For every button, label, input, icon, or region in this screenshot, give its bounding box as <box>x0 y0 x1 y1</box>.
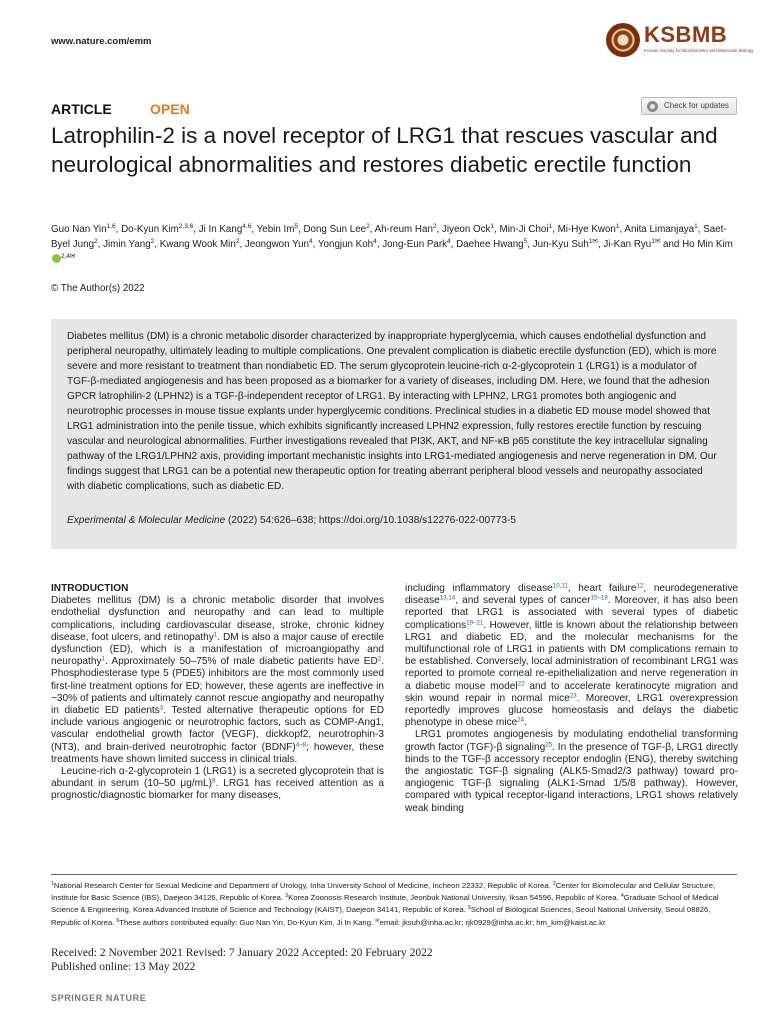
ksbmb-logo-subtitle: Korean Society for Biochemistry and Molecular Biology <box>644 48 754 53</box>
text-run: . In the presence of TGF-β, LRG1 directly binds to the TGF-β accessory receptor endoglin (ENG), thereby switching the angiostatic TGF-β signaling (ALK5-Smad2/3 pathway) toward pro-angiogenic TGF-β signaling (ALK1-Smad 1/5/8 pathway). However, compared with typical receptor-ligand interactions, LRG1 shows relatively weak binding <box>405 741 738 814</box>
author-name[interactable] <box>624 224 697 235</box>
author-name[interactable] <box>103 239 154 250</box>
text-run: . Moreover, it has also been reported that LRG1 is associated with several types of diabetic complications <box>405 595 739 631</box>
author-affiliation-marker: 2 <box>235 238 240 245</box>
text-run: . However, little is known about the relationship between LRG1 and diabetic ED, and the molecular mechanisms for the multifunctional role of LRG1 in patients with DM complications remain to be established. Conversely, local administration of recombinant LRG1 was reported to promote corneal re-epithelialization and nerve regeneration in a diabetic mouse model <box>405 619 738 692</box>
reference-superscript[interactable]: 4–8 <box>295 741 307 749</box>
received-revised-accepted: Received: 2 November 2021 Revised: 7 January 2022 Accepted: 20 February 2022 <box>51 947 433 959</box>
text-run: LRG1 promotes angiogenesis by modulating endothelial transforming growth factor (TGF)-β signaling <box>405 729 738 753</box>
body-column-left <box>51 583 384 803</box>
abstract-box <box>51 319 737 549</box>
author-name-text: Daehee Hwang <box>456 239 524 250</box>
author-name[interactable] <box>257 224 298 235</box>
ksbmb-seal-icon <box>606 23 640 57</box>
author-affiliation-marker: 5 <box>294 223 298 230</box>
author-name-text: Ji-Kan Ryu <box>603 239 652 250</box>
article-title: Latrophilin-2 is a novel receptor of LRG1 that rescues vascular and neurological abnormalities and restores diabetic erectile function <box>51 123 718 177</box>
orcid-icon[interactable] <box>52 254 61 263</box>
body-paragraph <box>405 729 738 814</box>
reference-superscript[interactable]: 25 <box>545 741 553 749</box>
author-name[interactable] <box>382 239 450 250</box>
author-affiliation-marker: 1,6 <box>106 223 116 230</box>
body-paragraph <box>51 766 384 803</box>
author-name-text: Mi-Hye Kwon <box>557 224 616 235</box>
author-name-text: Dong Sun Lee <box>303 224 367 235</box>
text-run: . LRG1 has received attention as a prognostic/diagnostic biomarker for many diseases, <box>51 778 384 802</box>
author-name-text: Yongjun Koh <box>317 239 374 250</box>
author-name-text: Jun-Kyu Suh <box>532 239 589 250</box>
article-type-label: ARTICLE <box>51 101 112 117</box>
text-run: Korea Zoonosis Research Institute, Jeonbuk National University, Iksan 54596, Republic of Korea. <box>288 893 621 903</box>
text-run: , heart failure <box>567 583 637 594</box>
author-affiliation-marker: 2 <box>150 238 155 245</box>
text-run: School of Biological Sciences, Seoul National University, Seoul 08826, Republic of Korea. <box>51 905 711 927</box>
author-name-text: Saet-Byel Jung <box>51 224 727 250</box>
author-affiliation-marker: 1 <box>694 223 698 230</box>
text-run: Graduate School of Medical Science & Engineering, Korea Advanced Institute of Science and Technology (KAIST), Daejeon 34141, Republic of Korea. <box>51 893 719 915</box>
reference-superscript[interactable]: 2 <box>377 655 382 663</box>
text-run: Diabetes mellitus (DM) is a chronic metabolic disorder that involves endothelial dysfunction and neuropathy and can lead to multiple complications, including cardiovascular disease, stroke, chronic kidney disease, foot ulcers, and retinopathy <box>51 595 384 643</box>
reference-superscript[interactable]: 22 <box>517 680 525 688</box>
affiliation-footnotes <box>51 880 741 929</box>
author-name-text: Jeongwon Yun <box>244 239 309 250</box>
text-run: email: jksuh@inha.ac.kr; rjk0929@inha.ac.kr; hm_kim@kaist.ac.kr <box>379 917 606 927</box>
author-name[interactable] <box>245 239 313 250</box>
reference-superscript[interactable]: 10,11 <box>552 582 568 590</box>
abstract-text: Diabetes mellitus (DM) is a chronic metabolic disorder characterized by inappropriate hyperglycemia, which causes endothelial dysfunction and peripheral neuropathy, ultimately leading to multiple complications. One prevalent complication is diabetic erectile dysfunction (ED), which is more severe and more resistant to treatment than nondiabetic ED. The serum glycoprotein leucine-rich α-2-glycoprotein 1 (LRG1) is a modulator of TGF-β-mediated angiogenesis and has been proposed as a biomarker for a variety of diseases, including DM. Here, we found that the adhesion GPCR latrophilin-2 (LPHN2) is a TGF-β-independent receptor of LRG1. By interacting with LPHN2, LRG1 promotes both angiogenic and neurotrophic processes in mouse tissue explants under hyperglycemic conditions. Preclinical studies in a diabetic ED mouse model showed that LRG1 administration into the penile tissue, which exhibits significantly increased LPHN2 expression, fully restores erectile function by rescuing vascular and neurological abnormalities. Further investigations revealed that PI3K, AKT, and NF-κB p65 constitute the key intracellular signaling pathway of the LRG1/LPHN2 axis, providing important mechanistic insights into LRG1-mediated angiogenesis and nerve regeneration in DM. Our findings suggest that LRG1 can be a potential new therapeutic option for treating aberrant peripheral blood vessels and neuropathy associated with diabetic complications, such as diabetic ED. <box>67 331 717 493</box>
author-name-text: Ah-reum Han <box>374 224 433 235</box>
introduction-heading: INTRODUCTION <box>51 583 129 594</box>
author-affiliation-marker: 1 <box>548 223 553 230</box>
author-affiliation-marker: 4 <box>447 238 451 245</box>
check-updates-label: Check for updates <box>664 101 729 110</box>
reference-superscript[interactable]: 24 <box>517 716 525 724</box>
author-name-text: Kwang Wook Min <box>159 239 236 250</box>
author-name[interactable] <box>533 239 598 250</box>
reference-superscript[interactable]: 23 <box>569 692 577 700</box>
reference-superscript[interactable]: 3 <box>285 893 289 900</box>
footnote-divider <box>51 874 737 875</box>
reference-superscript[interactable]: 5 <box>467 905 471 912</box>
author-list: Guo Nan Yin$^{1,6}$, Do-Kyun Kim$^{2,3,6}$, Ji In Kang$^{4,6}$, Yebin Im$^5$, Dong Sun Lee$^2$, Ah-reum Han$^2$, Jiyeon Ock$^1$, Min-Ji Choi$^1$, Mi-Hye Kwon$^1$, Anita Limanjaya$^1$, Saet-Byel Jung$^2$, Jimin Yang$^2$, Kwang Wook Min$^2$, Jeongwon Yun$^4$, Yongjun Koh$^4$, Jong-Eun Park$^4$, Daehee Hwang$^5$, Jun-Kyu Suh$^{1✉}$, Ji-Kan Ryu$^{1✉}$ and Ho Min Kim$^{2,4✉}$ <box>51 222 741 267</box>
author-name-text: Do-Kyun Kim <box>121 224 179 235</box>
check-updates-icon <box>647 101 658 112</box>
body-paragraph <box>51 595 384 766</box>
open-access-label: OPEN <box>150 101 190 117</box>
text-run: These authors contributed equally: Guo Nan Yin, Do-Kyun Kim, Ji In Kang. <box>119 917 376 927</box>
author-affiliation-marker: 1 <box>615 223 620 230</box>
journal-url[interactable]: www.nature.com/emm <box>51 36 152 47</box>
text-run: Leucine-rich α-2-glycoprotein 1 (LRG1) is a secreted glycoprotein that is abundant in serum (10–50 μg/mL) <box>51 766 384 790</box>
body-column-right <box>405 583 738 815</box>
reference-superscript[interactable]: 13,14 <box>439 594 456 602</box>
citation-journal: Experimental & Molecular Medicine <box>67 515 226 526</box>
author-name[interactable] <box>558 224 620 235</box>
publication-dates <box>51 947 433 974</box>
text-run: , and several types of cancer <box>455 595 591 607</box>
author-affiliation-marker: 4 <box>309 238 313 245</box>
author-name-text: Jiyeon Ock <box>441 224 491 235</box>
author-name-text: Anita Limanjaya <box>624 224 695 235</box>
author-affiliation-marker: 4,6 <box>242 223 252 230</box>
text-run: . DM is also a major cause of erectile dysfunction (ED), which is a manifestation of microangiopathy and neuropathy <box>51 631 384 668</box>
text-run: . Tested alternative therapeutic options for ED include various angiogenic or neurotrophic factors, such as COMP-Ang1, vascular endothelial growth factor (VEGF), dickkopf2, neurotrophin-3 (NT3), and brain-derived neurotrophic factor (BDNF) <box>51 705 384 753</box>
text-run: . Moreover, LRG1 overexpression reportedly improves glucose homeostasis and delays the diabetic phenotype in obese mice <box>405 692 738 729</box>
author-name-text: Ho Min Kim <box>682 239 733 250</box>
author-name[interactable] <box>303 224 369 235</box>
author-affiliation-marker: 1✉ <box>651 238 661 245</box>
reference-superscript[interactable]: 9 <box>212 777 216 785</box>
reference-superscript[interactable]: 1 <box>51 881 54 887</box>
author-name-text: Jimin Yang <box>103 239 151 250</box>
citation-line <box>67 515 516 526</box>
reference-superscript[interactable]: ✉ <box>375 917 380 924</box>
reference-superscript[interactable]: 6 <box>116 917 120 924</box>
reference-superscript[interactable]: 19–21 <box>466 619 484 627</box>
author-name[interactable] <box>318 239 377 250</box>
author-name[interactable] <box>51 224 116 235</box>
author-affiliation-marker: 2 <box>366 223 370 230</box>
reference-superscript[interactable]: 4 <box>620 893 624 900</box>
author-name[interactable] <box>375 224 437 235</box>
text-run: National Research Center for Sexual Medicine and Department of Urology, Inha University School of Medicine, Incheon 22332, Republic of Korea. <box>53 881 553 890</box>
text-run: . Phosphodiesterase type 5 (PDE5) inhibitors are the most commonly used first-line treatment options for ED; however, these agents are ineffective in ~30% of patients and ultimately cannot rescue angiopathy and neuropathy in diabetic ED patients <box>51 656 384 717</box>
check-for-updates-button[interactable] <box>641 97 737 115</box>
citation-details[interactable]: (2022) 54:626–638; https://doi.org/10.1038/s12276-022-00773-5 <box>225 515 516 526</box>
author-name[interactable] <box>160 239 240 250</box>
author-name-text: Ji In Kang <box>198 224 243 235</box>
text-run: ; however, these treatments have shown limited success in clinical trials. <box>51 741 384 765</box>
author-affiliation-marker: 2,4✉ <box>61 253 76 260</box>
text-run: including inflammatory disease <box>405 583 553 594</box>
ksbmb-logo-text: KSBMB <box>644 22 728 47</box>
author-name-text: Guo Nan Yin <box>51 224 107 235</box>
author-name[interactable] <box>456 239 527 250</box>
ksbmb-logo <box>606 22 754 58</box>
author-name-text: Jong-Eun Park <box>382 239 448 250</box>
publisher-logo: SPRINGER NATURE <box>51 993 147 1003</box>
author-affiliation-marker: 2 <box>432 223 437 230</box>
author-name[interactable] <box>199 224 252 235</box>
copyright-notice: © The Author(s) 2022 <box>51 283 145 294</box>
reference-superscript[interactable]: 1 <box>213 631 218 639</box>
published-online: Published online: 13 May 2022 <box>51 960 196 973</box>
author-name-text: Yebin Im <box>256 224 295 235</box>
text-run: and to accelerate keratinocyte migration and skin wound repair in normal mice <box>405 680 739 704</box>
body-paragraph <box>405 583 738 729</box>
author-name[interactable] <box>603 239 660 250</box>
author-affiliation-marker: 4 <box>373 238 377 245</box>
reference-superscript[interactable]: 3 <box>159 704 164 712</box>
reference-superscript[interactable]: 15–18 <box>590 594 608 602</box>
author-name[interactable] <box>121 224 193 235</box>
author-affiliation-marker: 1 <box>490 223 495 230</box>
author-affiliation-marker: 1✉ <box>588 238 598 245</box>
text-run: , neurodegenerative disease <box>405 583 739 607</box>
text-run: . Approximately 50–75% of male diabetic patients have ED <box>104 656 378 668</box>
author-affiliation-marker: 5 <box>523 238 528 245</box>
author-name[interactable] <box>500 224 553 235</box>
author-affiliation-marker: 2,3,6 <box>178 223 194 230</box>
reference-superscript[interactable]: 1 <box>101 655 105 663</box>
reference-superscript[interactable]: 2 <box>552 881 556 887</box>
author-affiliation-marker: 2 <box>94 238 98 245</box>
text-run: Center for Biomolecular and Cellular Structure, Institute for Basic Science (IBS), Daejeon 34126, Republic of Korea. <box>51 881 716 903</box>
author-name-text: Min-Ji Choi <box>499 224 549 235</box>
reference-superscript[interactable]: 12 <box>636 582 644 590</box>
text-run: . <box>524 717 527 729</box>
author-name[interactable] <box>442 224 494 235</box>
